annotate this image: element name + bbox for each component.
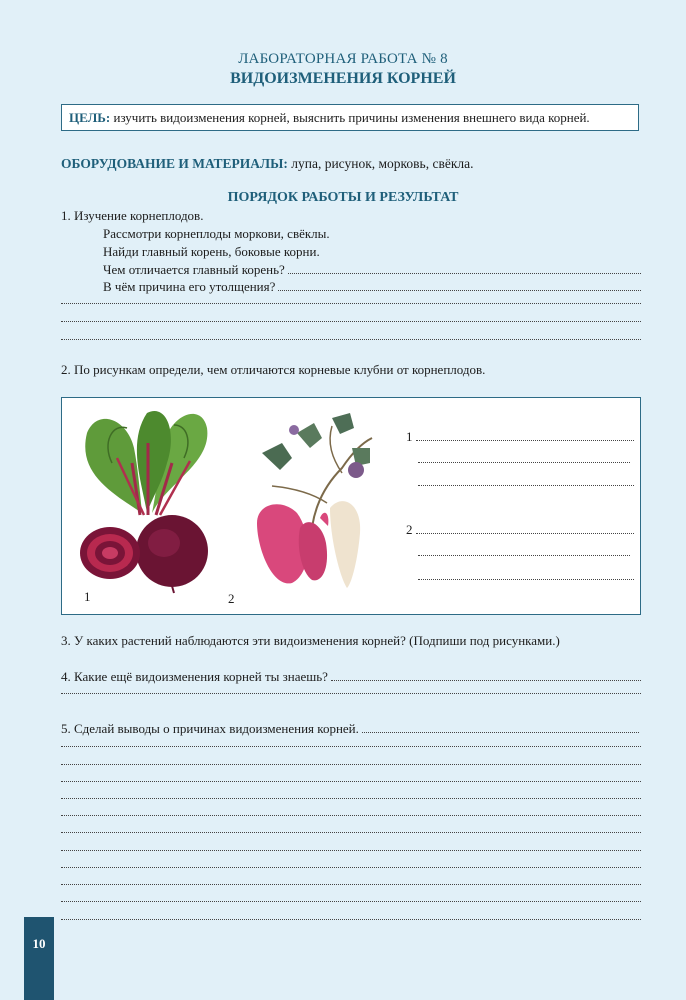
answer-line[interactable] [61, 850, 641, 851]
equipment-text: лупа, рисунок, морковь, свёкла. [291, 156, 474, 171]
answer-line[interactable] [416, 532, 635, 534]
answer-line[interactable] [61, 693, 641, 694]
answer-line[interactable] [61, 919, 641, 920]
answer-line[interactable] [331, 679, 641, 681]
page-number: 10 [32, 936, 46, 951]
answer-row-1 [406, 428, 634, 445]
lab-number-title: ЛАБОРАТОРНАЯ РАБОТА № 8 [238, 51, 448, 67]
task4-text: 4. Какие ещё видоизменения корней ты знаешь? [61, 669, 328, 684]
task1-question: В чём причина его утолщения? [103, 279, 276, 294]
lab-topic-title: ВИДОИЗМЕНЕНИЯ КОРНЕЙ [230, 70, 456, 87]
answer-line[interactable] [418, 485, 634, 486]
answer-line[interactable] [61, 798, 641, 799]
answer-line[interactable] [61, 303, 641, 304]
answer-line[interactable] [61, 815, 641, 816]
task2-text: 2. По рисункам определи, чем отличаются корневые клубни от корнеплодов. [61, 362, 486, 377]
answer-line[interactable] [61, 764, 641, 765]
answer-line[interactable] [362, 731, 639, 733]
task4-row [61, 668, 641, 685]
answer-line[interactable] [418, 579, 634, 580]
answer-line[interactable] [61, 321, 641, 322]
task1-question-row [103, 278, 641, 295]
task1-step: Рассмотри корнеплоды моркови, свёклы. [103, 226, 330, 241]
answer-line[interactable] [278, 289, 641, 291]
task1-title: 1. Изучение корнеплодов. [61, 208, 204, 223]
figure-label-1: 1 [84, 589, 91, 604]
answer-number: 1 [406, 429, 413, 444]
task1-question: Чем отличается главный корень? [103, 262, 285, 277]
sweet-potato-illustration [252, 408, 382, 603]
task3-text: 3. У каких растений наблюдаются эти видоизменения корней? (Подпиши под рисунками.) [61, 633, 560, 648]
goal-text: изучить видоизменения корней, выяснить причины изменения внешнего вида корней. [113, 110, 590, 125]
roots-figure [61, 397, 641, 615]
goal-label: ЦЕЛЬ: [69, 110, 111, 125]
answer-line[interactable] [61, 339, 641, 340]
answer-line[interactable] [418, 555, 630, 556]
task5-text: 5. Сделай выводы о причинах видоизменения корней. [61, 721, 359, 736]
answer-line[interactable] [61, 832, 641, 833]
answer-row-2 [406, 521, 634, 538]
task1-question-row [103, 261, 641, 278]
answer-line[interactable] [61, 901, 641, 902]
answer-number: 2 [406, 522, 413, 537]
answer-line[interactable] [416, 439, 635, 441]
answer-line[interactable] [61, 746, 641, 747]
answer-line[interactable] [418, 462, 630, 463]
equipment-line [61, 156, 473, 172]
answer-line[interactable] [288, 272, 641, 274]
page-tab [24, 917, 54, 1000]
task1-step: Найди главный корень, боковые корни. [103, 244, 320, 259]
goal-box [61, 104, 639, 131]
equipment-label: ОБОРУДОВАНИЕ И МАТЕРИАЛЫ: [61, 156, 288, 171]
procedure-heading: ПОРЯДОК РАБОТЫ И РЕЗУЛЬТАТ [227, 190, 459, 205]
beet-illustration [72, 403, 217, 598]
figure-label-2: 2 [228, 591, 235, 606]
answer-line[interactable] [61, 884, 641, 885]
task5-row [61, 720, 639, 737]
answer-line[interactable] [61, 867, 641, 868]
answer-line[interactable] [61, 781, 641, 782]
